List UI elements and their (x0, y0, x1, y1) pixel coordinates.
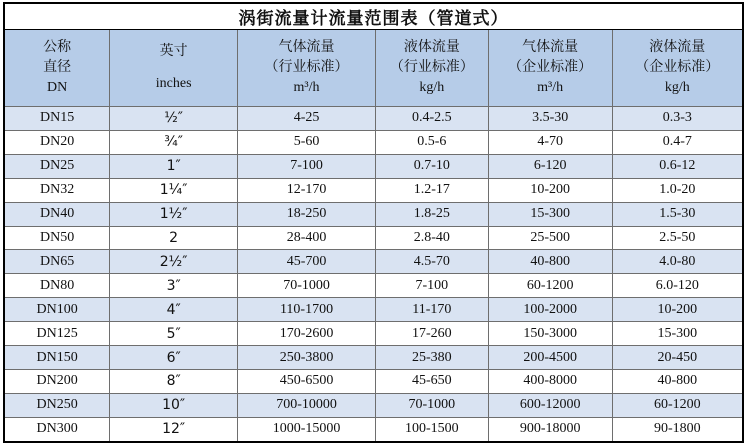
gas-flow-enterprise-cell: 4-70 (488, 130, 612, 154)
inches-cell: 2½″ (110, 250, 238, 274)
header-line: 气体流量 (522, 39, 579, 55)
header-line: （企业标准） (635, 59, 720, 75)
liquid-flow-enterprise-cell: 10-200 (612, 298, 743, 322)
table-row (4, 178, 743, 202)
flow-range-table (3, 2, 744, 443)
table-row (4, 250, 743, 274)
table-row (4, 202, 743, 226)
table-row (4, 417, 743, 442)
col-header-gas-industry (238, 30, 376, 107)
table-row (4, 346, 743, 370)
dn-cell: DN40 (4, 202, 110, 226)
liquid-flow-industry-cell: 1.2-17 (375, 178, 488, 202)
liquid-flow-enterprise-cell: 60-1200 (612, 393, 743, 417)
header-line: （行业标准） (264, 59, 349, 75)
col-header-liquid-enterprise (612, 30, 743, 107)
liquid-flow-enterprise-cell: 0.6-12 (612, 154, 743, 178)
liquid-flow-enterprise-cell: 0.4-7 (612, 130, 743, 154)
gas-flow-industry-cell: 4-25 (238, 107, 376, 131)
table-row (4, 154, 743, 178)
table-row (4, 226, 743, 250)
liquid-flow-industry-cell: 0.4-2.5 (375, 107, 488, 131)
header-line: DN (46, 80, 68, 96)
dn-cell: DN65 (4, 250, 110, 274)
dn-cell: DN125 (4, 322, 110, 346)
liquid-flow-enterprise-cell: 2.5-50 (612, 226, 743, 250)
dn-cell: DN25 (4, 154, 110, 178)
table-row (4, 393, 743, 417)
header-line: kg/h (419, 80, 445, 96)
gas-flow-enterprise-cell: 25-500 (488, 226, 612, 250)
liquid-flow-industry-cell: 100-1500 (375, 417, 488, 442)
inches-cell: 2 (110, 226, 238, 250)
inches-cell: 4″ (110, 298, 238, 322)
inches-cell: 1″ (110, 154, 238, 178)
title-row (4, 3, 743, 30)
gas-flow-industry-cell: 250-3800 (238, 346, 376, 370)
header-line: （企业标准） (508, 59, 593, 75)
liquid-flow-industry-cell: 70-1000 (375, 393, 488, 417)
table-row (4, 322, 743, 346)
gas-flow-enterprise-cell: 6-120 (488, 154, 612, 178)
dn-cell: DN200 (4, 369, 110, 393)
table-row (4, 369, 743, 393)
gas-flow-industry-cell: 1000-15000 (238, 417, 376, 442)
inches-cell: 1¼″ (110, 178, 238, 202)
gas-flow-enterprise-cell: 3.5-30 (488, 107, 612, 131)
gas-flow-enterprise-cell: 400-8000 (488, 369, 612, 393)
header-line: 公称 (43, 39, 72, 55)
header-line: 直径 (43, 59, 72, 75)
col-header-nominal-diameter (4, 30, 110, 107)
dn-cell: DN15 (4, 107, 110, 131)
gas-flow-enterprise-cell: 900-18000 (488, 417, 612, 442)
header-line: m³/h (293, 80, 320, 96)
inches-cell: 12″ (110, 417, 238, 442)
dn-cell: DN80 (4, 274, 110, 298)
liquid-flow-enterprise-cell: 4.0-80 (612, 250, 743, 274)
inches-cell: 10″ (110, 393, 238, 417)
header-line: 液体流量 (649, 39, 706, 55)
liquid-flow-industry-cell: 0.7-10 (375, 154, 488, 178)
header-line: 英寸 (159, 43, 188, 59)
header-line: （行业标准） (389, 59, 474, 75)
dn-cell: DN20 (4, 130, 110, 154)
gas-flow-industry-cell: 700-10000 (238, 393, 376, 417)
liquid-flow-industry-cell: 7-100 (375, 274, 488, 298)
gas-flow-industry-cell: 170-2600 (238, 322, 376, 346)
liquid-flow-enterprise-cell: 6.0-120 (612, 274, 743, 298)
inches-cell: 8″ (110, 369, 238, 393)
dn-cell: DN100 (4, 298, 110, 322)
col-header-liquid-industry (375, 30, 488, 107)
header-line: inches (155, 76, 192, 91)
inches-cell: ½″ (110, 107, 238, 131)
gas-flow-industry-cell: 7-100 (238, 154, 376, 178)
col-header-inches (110, 30, 238, 107)
liquid-flow-industry-cell: 45-650 (375, 369, 488, 393)
gas-flow-enterprise-cell: 200-4500 (488, 346, 612, 370)
header-row (4, 30, 743, 107)
liquid-flow-industry-cell: 1.8-25 (375, 202, 488, 226)
gas-flow-industry-cell: 5-60 (238, 130, 376, 154)
gas-flow-industry-cell: 450-6500 (238, 369, 376, 393)
liquid-flow-industry-cell: 0.5-6 (375, 130, 488, 154)
liquid-flow-industry-cell: 25-380 (375, 346, 488, 370)
gas-flow-industry-cell: 70-1000 (238, 274, 376, 298)
liquid-flow-enterprise-cell: 15-300 (612, 322, 743, 346)
inches-cell: ¾″ (110, 130, 238, 154)
liquid-flow-enterprise-cell: 1.5-30 (612, 202, 743, 226)
dn-cell: DN50 (4, 226, 110, 250)
liquid-flow-industry-cell: 2.8-40 (375, 226, 488, 250)
table-body (4, 107, 743, 443)
header-line: 液体流量 (403, 39, 460, 55)
inches-cell: 6″ (110, 346, 238, 370)
gas-flow-enterprise-cell: 600-12000 (488, 393, 612, 417)
liquid-flow-enterprise-cell: 1.0-20 (612, 178, 743, 202)
liquid-flow-enterprise-cell: 90-1800 (612, 417, 743, 442)
liquid-flow-industry-cell: 11-170 (375, 298, 488, 322)
gas-flow-industry-cell: 28-400 (238, 226, 376, 250)
liquid-flow-enterprise-cell: 40-800 (612, 369, 743, 393)
gas-flow-industry-cell: 12-170 (238, 178, 376, 202)
gas-flow-enterprise-cell: 40-800 (488, 250, 612, 274)
table-row (4, 274, 743, 298)
table-row (4, 107, 743, 131)
gas-flow-industry-cell: 110-1700 (238, 298, 376, 322)
dn-cell: DN150 (4, 346, 110, 370)
header-line: kg/h (664, 80, 690, 96)
liquid-flow-industry-cell: 4.5-70 (375, 250, 488, 274)
header-line: m³/h (537, 80, 564, 96)
table-row (4, 130, 743, 154)
gas-flow-enterprise-cell: 10-200 (488, 178, 612, 202)
gas-flow-industry-cell: 18-250 (238, 202, 376, 226)
gas-flow-enterprise-cell: 60-1200 (488, 274, 612, 298)
table-title: 涡街流量计流量范围表（管道式） (4, 3, 743, 30)
inches-cell: 3″ (110, 274, 238, 298)
dn-cell: DN250 (4, 393, 110, 417)
liquid-flow-enterprise-cell: 0.3-3 (612, 107, 743, 131)
inches-cell: 5″ (110, 322, 238, 346)
liquid-flow-enterprise-cell: 20-450 (612, 346, 743, 370)
inches-cell: 1½″ (110, 202, 238, 226)
table-row (4, 298, 743, 322)
gas-flow-enterprise-cell: 150-3000 (488, 322, 612, 346)
gas-flow-enterprise-cell: 15-300 (488, 202, 612, 226)
gas-flow-industry-cell: 45-700 (238, 250, 376, 274)
col-header-gas-enterprise (488, 30, 612, 107)
gas-flow-enterprise-cell: 100-2000 (488, 298, 612, 322)
header-line: 气体流量 (278, 39, 335, 55)
liquid-flow-industry-cell: 17-260 (375, 322, 488, 346)
dn-cell: DN32 (4, 178, 110, 202)
dn-cell: DN300 (4, 417, 110, 442)
